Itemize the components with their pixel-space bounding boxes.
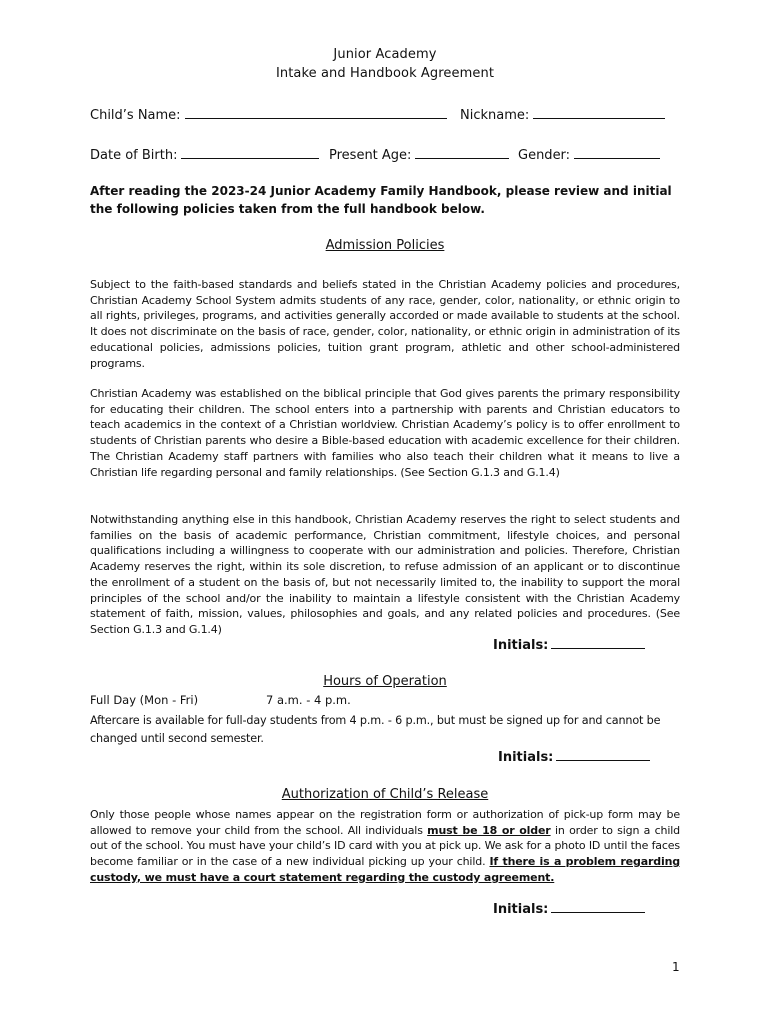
gender-blank[interactable] — [574, 145, 660, 159]
age-field[interactable] — [329, 145, 509, 163]
admission-paragraph-3: Notwithstanding anything else in this handbook, Christian Academy reserves the right to select students and families on the basis of academic performance, Christian commitment, lifestyle choices, and personal qualifications including a willingness to cooperate with our administration and policies. Therefore, Christian Academy reserves the right, within its sole discretion, to refuse admission of an applicant or to discontinue the enrollment of a student on the basis of, but not necessarily limited to, the inability to support the moral principles of the school and/or the inability to maintain a lifestyle consistent with the Christian Academy statement of faith, mission, values, philosophies and goals, and any related policies and procedures. (See Section G.1.3 and G.1.4) — [90, 513, 680, 636]
dob-blank[interactable] — [181, 145, 319, 159]
full-day-row — [90, 693, 351, 707]
hours-initials-field[interactable] — [498, 748, 650, 765]
gender-label: Gender: — [518, 148, 571, 163]
full-day-time: 7 a.m. - 4 p.m. — [266, 693, 351, 707]
hours-initials-label: Initials: — [498, 750, 554, 765]
dob-label: Date of Birth: — [90, 148, 178, 163]
release-text-a: Only those people whose names appear on the registration form or authorization of pick-up form may be allowed to remove your child from the school. All individuals — [90, 808, 680, 837]
hours-initials-blank[interactable] — [556, 748, 650, 761]
release-heading: Authorization of Child’s Release — [281, 787, 489, 802]
age-blank[interactable] — [415, 145, 509, 159]
hours-heading: Hours of Operation — [323, 674, 447, 689]
release-initials-blank[interactable] — [551, 900, 645, 913]
admission-initials-label: Initials: — [493, 638, 549, 653]
child-name-blank[interactable] — [185, 105, 447, 119]
release-initials-label: Initials: — [493, 902, 549, 917]
admission-paragraph-2: Christian Academy was established on the biblical principle that God gives parents the primary responsibility for educating their children. The school enters into a partnership with parents and Christian educators to teach academics in the context of a Christian worldview. Christian Academy’s policy is to offer enrollment to students of Christian parents who desire a Bible-based education with academic excellence for their children. The Christian Academy staff partners with families who also teach their children what it means to live a Christian life regarding personal and family relationships. (See Section G.1.3 and G.1.4) — [90, 387, 680, 479]
age-label: Present Age: — [329, 148, 412, 163]
gender-field[interactable] — [518, 145, 660, 163]
document-title-line1: Junior Academy — [333, 47, 437, 62]
release-custody-requirement: If there is a problem regarding custody, we must have a court statement regarding the custody agreement. — [90, 855, 680, 884]
release-age-requirement: must be 18 or older — [427, 823, 551, 837]
dob-field[interactable] — [90, 145, 319, 163]
release-initials-field[interactable] — [493, 900, 645, 917]
aftercare-text: Aftercare is available for full-day students from 4 p.m. - 6 p.m., but must be signed up for and cannot be changed until second semester. — [90, 714, 661, 745]
nickname-field[interactable] — [460, 105, 665, 123]
child-name-label: Child’s Name: — [90, 108, 181, 123]
nickname-label: Nickname: — [460, 108, 530, 123]
admission-initials-blank[interactable] — [551, 636, 645, 649]
document-title-line2: Intake and Handbook Agreement — [275, 66, 495, 81]
page-number: 1 — [672, 960, 680, 974]
full-day-label: Full Day (Mon - Fri) — [90, 693, 199, 707]
intro-instructions: After reading the 2023-24 Junior Academy Family Handbook, please review and initial the following policies taken from the full handbook below. — [90, 184, 672, 216]
release-paragraph — [90, 807, 680, 886]
nickname-blank[interactable] — [533, 105, 665, 119]
admission-initials-field[interactable] — [493, 636, 645, 653]
child-name-field[interactable] — [90, 105, 447, 123]
release-text-c: in order to sign a child out of the school. You must have your child’s ID card with you at pick up. We ask for a photo ID until the faces become familiar or in the case of a new individual picking up your child. — [90, 823, 681, 869]
admission-paragraph-1: Subject to the faith-based standards and beliefs stated in the Christian Academy policies and procedures, Christian Academy School System admits students of any race, gender, color, nationality, or ethnic origin to all rights, privileges, programs, and activities generally accorded or made available to students at the school. It does not discriminate on the basis of race, gender, color, nationality, or ethnic origin in administration of its educational policies, admissions policies, tuition grant program, athletic and other school-administered programs. — [90, 278, 680, 370]
admission-heading: Admission Policies — [325, 238, 445, 253]
